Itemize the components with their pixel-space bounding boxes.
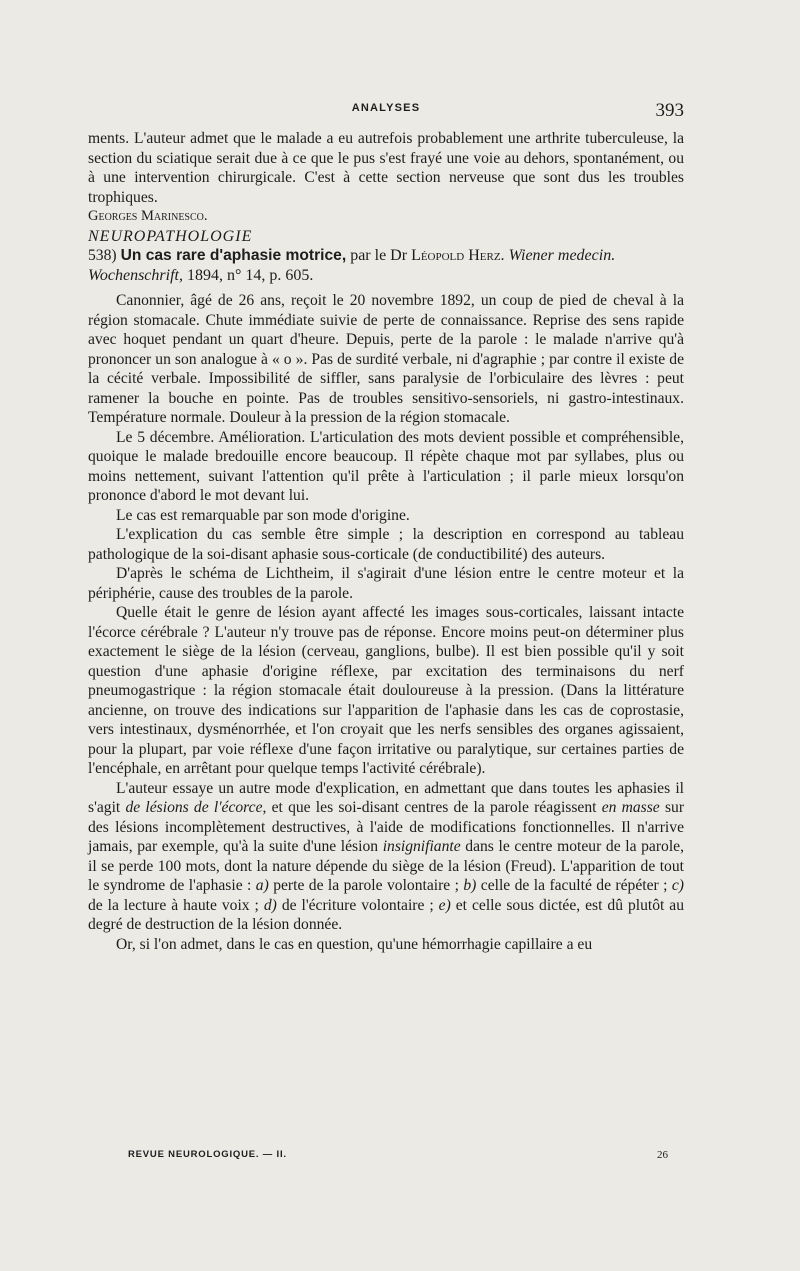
p7-part-g: dans le centre moteur de la parole, il se perde 100 mots, dont la nature dépende du siège de la lésion (Freud). L'apparition de tout le syndrome de l'aphasie : [88,838,684,894]
running-head [88,100,684,122]
running-title: ANALYSES [351,102,421,114]
paragraph-lichtheim: D'après le schéma de Lichtheim, il s'agirait d'une lésion entre le centre moteur et la périphérie, cause des troubles de la parole. [88,565,684,602]
paragraph-other-explanation [88,779,684,935]
paragraph-remarkable: Le cas est remarquable par son mode d'origine. [116,506,410,524]
paragraph-case-history: Canonnier, âgé de 26 ans, reçoit le 20 novembre 1892, un coup de pied de cheval à la région stomacale. Chute immédiate suivie de perte de connaissance. Reprise des sens rapide avec hoquet pendant un quart d'heure. Depuis, perte de la parole : le malade n'arrive qu'à prononcer un son analogue à « o ». Pas de surdité verbale, ni d'agraphie ; par contre il existe de la cécité verbale. Impossibilité de siffler, sans paralysie de l'orbiculaire des lèvres : peut ramener la bouche en pointe. Pas de troubles sensitivo-sensoriels, ni gastro-intestinaux. Température normale. Douleur à la pression de la région stomacale. [88,292,684,426]
author-signature: Georges Marinesco. [88,208,208,224]
section-heading: NEUROPATHOLOGIE [88,227,253,245]
p7-emphasis-lesions: de lésions de l'écorce [125,799,263,816]
p7-part-c: , et que les soi-disant centres de la parole réagissent [262,799,597,816]
p7-marker-a: a) [255,877,269,894]
p7-marker-e: e) [438,896,451,914]
page-number: 393 [655,100,684,121]
paragraph-lesion-type: Quelle était le genre de lésion ayant affecté les images sous-corticales, laissant intacte l'écorce cérébrale ? L'auteur n'y trouve pas de réponse. Encore moins peut-on déterminer plus exactement le siège de la lésion (cerveau, ganglions, bulbe). Il est bien possible qu'il y soit question d'une aphasie d'origine réflexe, par excitation des terminaisons du nerf pneumogastrique : la région stomacale était douloureuse à la pression. (Dans la littérature ancienne, on trouve des indications sur l'apparition de l'aphasie dans les cas de coprostasie, vers intestinaux, dysménorrhée, et l'on croyait que les nerfs sensibles des organes agissaient, pour la plupart, par voie réflexe d'une façon irritative ou paralytique, sur certaines parties de l'encéphale, en arrêtant pour quelque temps l'activité cérébrale). [88,604,684,777]
p7-marker-c: c) [671,877,684,894]
article-by: par le [350,247,387,264]
p7-item-a: perte de la parole volontaire ; [273,877,459,894]
p7-item-b: celle de la faculté de répéter ; [480,877,668,894]
page-body [88,129,684,954]
author-prefix: Dr [390,247,408,264]
p7-emphasis-insignifiante: insignifiante [382,838,461,855]
p7-emphasis-masse: en masse [601,799,660,816]
p7-part-a: L'auteur essaye un autre mode d'explication, en admettant que dans toutes les aphasies il s'agit [88,779,684,816]
article-title: Un cas rare d'aphasie motrice, [120,247,347,264]
p7-marker-b: b) [463,877,477,894]
paragraph-continued: Or, si l'on admet, dans le cas en question, qu'une hémorrhagie capillaire a eu [116,935,593,953]
previous-article-end: ments. L'auteur admet que le malade a eu autrefois probablement une arthrite tuberculeuse, la section du sciatique serait due à ce que le pus s'est frayé une voie au dehors, spontanément, ou à une intervention chirurgicale. C'est à cette section nerveuse que sont dus les troubles trophiques. [88,130,684,206]
article-author: Léopold Herz. [411,247,505,264]
paragraph-improvement: Le 5 décembre. Amélioration. L'articulation des mots devient possible et compréhensible, quoique le malade bredouille encore beaucoup. Il répète chaque mot par syllabes, plus ou moins nettement, suivant l'attention qu'il prête à l'articulation ; il parle mieux lorsqu'on prononce d'abord le mot devant lui. [88,428,684,504]
p7-item-c: de la lecture à haute voix ; [88,896,259,914]
article-citation: 1894, n° 14, p. 605. [186,266,314,284]
p7-part-e: sur des lésions incomplètement destructives, à l'aide de modifications fonctionnelles. Il n'arrive jamais, par exemple, qu'à la suite d'une lésion [88,799,685,855]
p7-item-d: de l'écriture volontaire ; [281,896,434,914]
p7-item-e: et celle sous dictée, est dû plutôt au degré de destruction de la lésion donnée. [88,896,685,933]
footer-signature-mark: 26 [657,1149,668,1161]
article-journal: Wiener medecin. Wochenschrift, [88,247,616,284]
page-footer [88,1149,684,1169]
p7-marker-d: d) [263,896,277,914]
paragraph-explanation: L'explication du cas semble être simple ; la description en correspond au tableau pathologique de la soi-disant aphasie sous-corticale (de conductibilité) des auteurs. [88,526,684,563]
article-header [88,246,684,285]
article-reference [88,246,684,285]
article-number: 538) [88,247,117,264]
footer-journal: REVUE NEUROLOGIQUE. — II. [128,1149,287,1160]
